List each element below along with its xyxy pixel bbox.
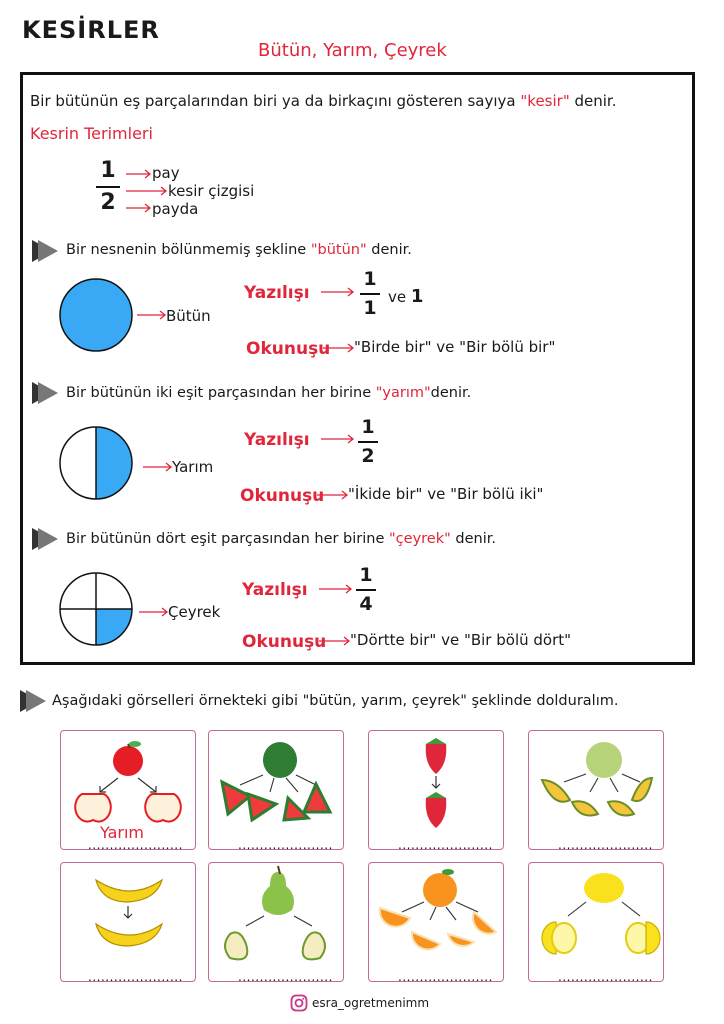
answer-blank-1[interactable]: ......................	[88, 838, 183, 852]
butun-written-arrow-icon	[320, 284, 356, 303]
ceyrek-read-arrow-icon	[318, 633, 352, 652]
banana-icon	[60, 862, 196, 982]
butun-read-arrow-icon	[322, 340, 356, 359]
orange-icon	[368, 862, 504, 982]
intro-sentence: Bir bütünün eş parçalarından biri ya da birkaçını gösteren sayıya "kesir" denir.	[30, 92, 617, 110]
yarim-arrow-icon	[142, 458, 174, 477]
strawberry-icon	[368, 730, 504, 850]
melon-icon	[528, 730, 664, 850]
terms-numerator: 1	[100, 158, 116, 183]
ceyrek-written-arrow-icon	[318, 581, 354, 600]
pear-icon	[208, 862, 344, 982]
butun-written-extra: ve 1	[388, 286, 424, 307]
answer-blank-5[interactable]: ......................	[88, 970, 183, 984]
bullet-arrow-icon	[20, 690, 50, 714]
quarter-circle-icon	[58, 571, 134, 647]
footer-handle[interactable]: esra_ogretmenimm	[312, 996, 430, 1010]
instagram-icon	[290, 994, 308, 1012]
intro-highlight: "kesir"	[520, 92, 570, 110]
yarim-read-text: "İkide bir" ve "Bir bölü iki"	[348, 485, 544, 503]
page-subtitle: Bütün, Yarım, Çeyrek	[258, 40, 447, 61]
butun-shape-label: Bütün	[166, 307, 211, 325]
ceyrek-arrow-icon	[138, 603, 170, 622]
butun-written-label: Yazılışı	[244, 283, 310, 303]
ceyrek-written-label: Yazılışı	[242, 580, 308, 600]
term-payda: payda	[152, 200, 199, 218]
lemon-icon	[528, 862, 664, 982]
term-line: kesir çizgisi	[168, 182, 255, 200]
butun-read-text: "Birde bir" ve "Bir bölü bir"	[354, 338, 556, 356]
ceyrek-read-label: Okunuşu	[242, 632, 327, 652]
terms-heading: Kesrin Terimleri	[30, 124, 153, 143]
ceyrek-read-text: "Dörtte bir" ve "Bir bölü dört"	[350, 631, 572, 649]
answer-blank-8[interactable]: ......................	[558, 970, 653, 984]
bullet-arrow-icon	[32, 528, 62, 552]
terms-denominator: 2	[100, 190, 116, 215]
answer-blank-2[interactable]: ......................	[238, 838, 333, 852]
answer-blank-6[interactable]: ......................	[238, 970, 333, 984]
yarim-shape-label: Yarım	[172, 458, 214, 476]
answer-blank-3[interactable]: ......................	[398, 838, 493, 852]
butun-definition: Bir nesnenin bölünmemiş şekline "bütün" denir.	[66, 242, 412, 258]
yarim-read-label: Okunuşu	[240, 486, 325, 506]
page-title: KESİRLER	[22, 16, 160, 44]
butun-read-label: Okunuşu	[246, 339, 331, 359]
ceyrek-definition: Bir bütünün dört eşit parçasından her birine "çeyrek" denir.	[66, 531, 496, 547]
whole-circle-icon	[58, 277, 134, 353]
yarim-written-arrow-icon	[320, 431, 356, 450]
yarim-written-label: Yazılışı	[244, 430, 310, 450]
answer-blank-4[interactable]: ......................	[558, 838, 653, 852]
terms-fraction	[96, 160, 120, 214]
butun-arrow-icon	[136, 306, 168, 325]
bullet-arrow-icon	[32, 240, 62, 264]
watermelon-icon	[208, 730, 344, 850]
half-circle-icon	[58, 425, 134, 501]
ceyrek-fraction: $\frac{1}{4}$	[356, 566, 376, 614]
exercise-instruction: Aşağıdaki görselleri örnekteki gibi "bütün, yarım, çeyrek" şeklinde dolduralım.	[52, 693, 619, 709]
term-pay: pay	[152, 164, 180, 182]
butun-fraction: $\frac{1}{1}$	[360, 270, 380, 318]
yarim-read-arrow-icon	[316, 487, 350, 506]
bullet-arrow-icon	[32, 382, 62, 406]
ceyrek-shape-label: Çeyrek	[168, 603, 221, 621]
answer-blank-7[interactable]: ......................	[398, 970, 493, 984]
yarim-fraction: $\frac{1}{2}$	[358, 418, 378, 466]
example-answer: Yarım	[100, 823, 144, 842]
yarim-definition: Bir bütünün iki eşit parçasından her birine "yarım"denir.	[66, 385, 472, 401]
